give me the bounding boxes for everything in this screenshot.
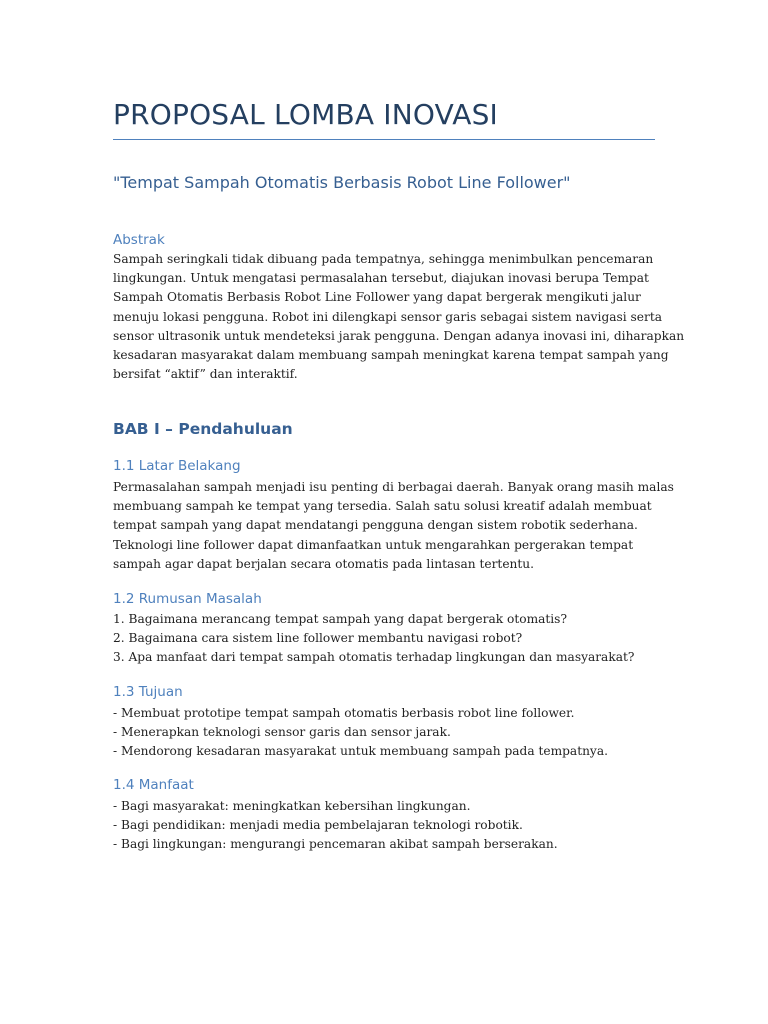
document-title: PROPOSAL LOMBA INOVASI bbox=[113, 98, 499, 131]
paragraph-line: sampah agar dapat berjalan secara otomatis pada lintasan tertentu. bbox=[113, 556, 535, 571]
abstract-line: menuju lokasi pengguna. Robot ini dilengkapi sensor garis sebagai sistem navigasi serta bbox=[113, 309, 662, 324]
list-item: - Menerapkan teknologi sensor garis dan sensor jarak. bbox=[113, 725, 451, 740]
section-heading-rumusan-masalah: 1.2 Rumusan Masalah bbox=[113, 591, 262, 607]
section-heading-tujuan: 1.3 Tujuan bbox=[113, 684, 183, 700]
abstract-line: lingkungan. Untuk mengatasi permasalahan tersebut, diajukan inovasi berupa Tempat bbox=[113, 271, 649, 286]
latar-belakang-paragraph bbox=[113, 478, 674, 574]
abstract-line: bersifat “aktif” dan interaktif. bbox=[113, 367, 298, 382]
document-subtitle: "Tempat Sampah Otomatis Berbasis Robot Line Follower" bbox=[113, 173, 571, 192]
chapter-heading: BAB I – Pendahuluan bbox=[113, 420, 293, 438]
section-heading-latar-belakang: 1.1 Latar Belakang bbox=[113, 458, 241, 474]
section-heading-manfaat: 1.4 Manfaat bbox=[113, 777, 194, 793]
paragraph-line: membuang sampah ke tempat yang tersedia. Salah satu solusi kreatif adalah membuat bbox=[113, 499, 652, 514]
paragraph-line: Teknologi line follower dapat dimanfaatkan untuk mengarahkan pergerakan tempat bbox=[113, 537, 634, 552]
list-item: 1. Bagaimana merancang tempat sampah yang dapat bergerak otomatis? bbox=[113, 612, 567, 626]
abstract-line: kesadaran masyarakat dalam membuang sampah meningkat karena tempat sampah yang bbox=[113, 348, 669, 363]
list-item: - Bagi masyarakat: meningkatkan kebersihan lingkungan. bbox=[113, 799, 471, 813]
list-item: - Bagi lingkungan: mengurangi pencemaran akibat sampah berserakan. bbox=[113, 837, 558, 852]
abstract-paragraph bbox=[113, 250, 685, 384]
list-item: - Bagi pendidikan: menjadi media pembelajaran teknologi robotik. bbox=[113, 818, 523, 833]
abstract-heading: Abstrak bbox=[113, 232, 165, 248]
list-item: - Membuat prototipe tempat sampah otomatis berbasis robot line follower. bbox=[113, 706, 575, 720]
list-item: - Mendorong kesadaran masyarakat untuk membuang sampah pada tempatnya. bbox=[113, 744, 608, 759]
rumusan-masalah-list bbox=[113, 610, 658, 668]
manfaat-list bbox=[113, 797, 658, 855]
list-item: 2. Bagaimana cara sistem line follower membantu navigasi robot? bbox=[113, 631, 523, 646]
paragraph-line: Permasalahan sampah menjadi isu penting di berbagai daerah. Banyak orang masih malas bbox=[113, 480, 674, 494]
list-item: 3. Apa manfaat dari tempat sampah otomatis terhadap lingkungan dan masyarakat? bbox=[113, 650, 635, 665]
title-underline bbox=[113, 139, 655, 140]
tujuan-list bbox=[113, 704, 658, 762]
abstract-line: Sampah seringkali tidak dibuang pada tempatnya, sehingga menimbulkan pencemaran bbox=[113, 252, 654, 266]
paragraph-line: tempat sampah yang dapat mendatangi pengguna dengan sistem robotik sederhana. bbox=[113, 518, 638, 533]
abstract-line: sensor ultrasonik untuk mendeteksi jarak pengguna. Dengan adanya inovasi ini, diharapkan bbox=[113, 328, 685, 343]
abstract-line: Sampah Otomatis Berbasis Robot Line Follower yang dapat bergerak mengikuti jalur bbox=[113, 290, 641, 305]
